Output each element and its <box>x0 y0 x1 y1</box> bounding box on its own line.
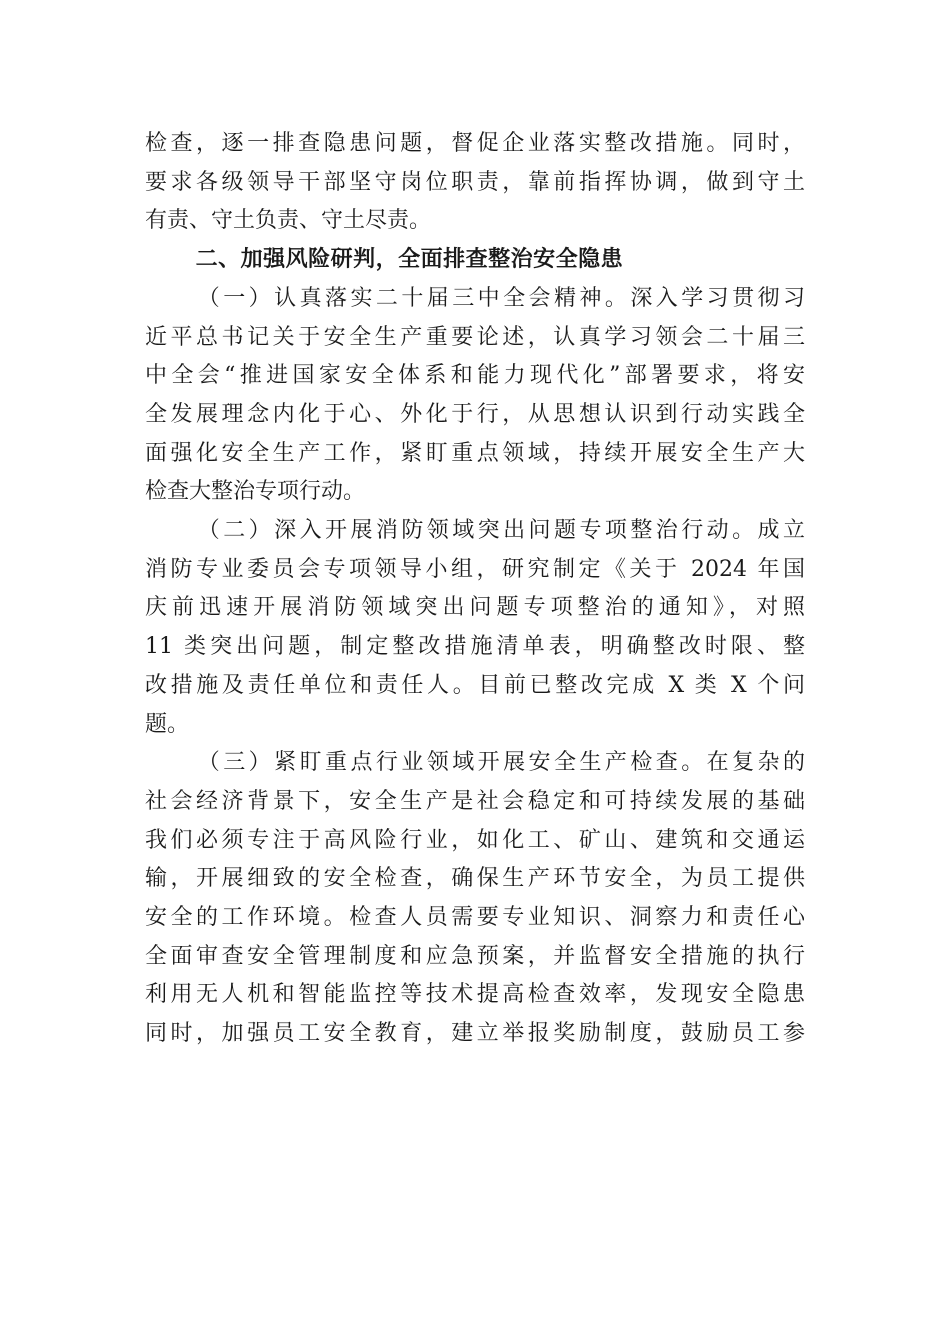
text-line: 庆前迅速开展消防领域突出问题专项整治的通知》，对照 <box>145 595 805 621</box>
text-line: 中全会“推进国家安全体系和能力现代化”部署要求，将安 <box>145 363 805 389</box>
paragraph-continued <box>145 125 805 241</box>
text-line: 11 类突出问题，制定整改措施清单表，明确整改时限、整 <box>145 634 805 660</box>
text-line: 检查大整治专项行动。 <box>145 479 366 505</box>
paragraph-item-3 <box>145 744 805 1054</box>
text-line: 面强化安全生产工作，紧盯重点领域，持续开展安全生产大 <box>145 440 805 466</box>
text-line: 我们必须专注于高风险行业，如化工、矿山、建筑和交通运 <box>145 827 805 853</box>
text-line: 题。 <box>145 711 190 737</box>
text-line: 消防专业委员会专项领导小组，研究制定《关于 2024 年国 <box>145 556 805 582</box>
section-heading: 二、加强风险研判，全面排查整治安全隐患 <box>195 247 624 273</box>
text-line: 输，开展细致的安全检查，确保生产环节安全，为员工提供 <box>145 866 805 892</box>
text-line: 安全的工作环境。检查人员需要专业知识、洞察力和责任心 <box>145 905 805 931</box>
paragraph-item-2 <box>145 512 805 744</box>
paragraph-item-1 <box>145 280 805 512</box>
text-line: 检查，逐一排查隐患问题，督促企业落实整改措施。同时， <box>145 131 805 156</box>
text-line: 要求各级领导干部坚守岗位职责，靠前指挥协调，做到守土 <box>145 169 805 195</box>
text-line: （二）深入开展消防领域突出问题专项整治行动。成立 <box>197 518 805 544</box>
text-line: 社会经济背景下，安全生产是社会稳定和可持续发展的基础 <box>145 788 805 814</box>
text-line: 全面审查安全管理制度和应急预案，并监督安全措施的执行 <box>145 943 805 969</box>
text-line: 有责、守土负责、守土尽责。 <box>145 208 432 234</box>
document-body <box>145 125 805 1054</box>
text-line: 同时，加强员工安全教育，建立举报奖励制度，鼓励员工参 <box>145 1021 805 1047</box>
text-line: 利用无人机和智能监控等技术提高检查效率，发现安全隐患 <box>145 982 805 1008</box>
text-line: 全发展理念内化于心、外化于行，从思想认识到行动实践全 <box>145 401 805 427</box>
text-line: 近平总书记关于安全生产重要论述，认真学习领会二十届三 <box>145 324 805 350</box>
text-line: 改措施及责任单位和责任人。目前已整改完成 X 类 X 个问 <box>145 672 805 698</box>
text-line: （一）认真落实二十届三中全会精神。深入学习贯彻习 <box>197 285 805 311</box>
text-line: （三）紧盯重点行业领域开展安全生产检查。在复杂的 <box>197 750 805 776</box>
